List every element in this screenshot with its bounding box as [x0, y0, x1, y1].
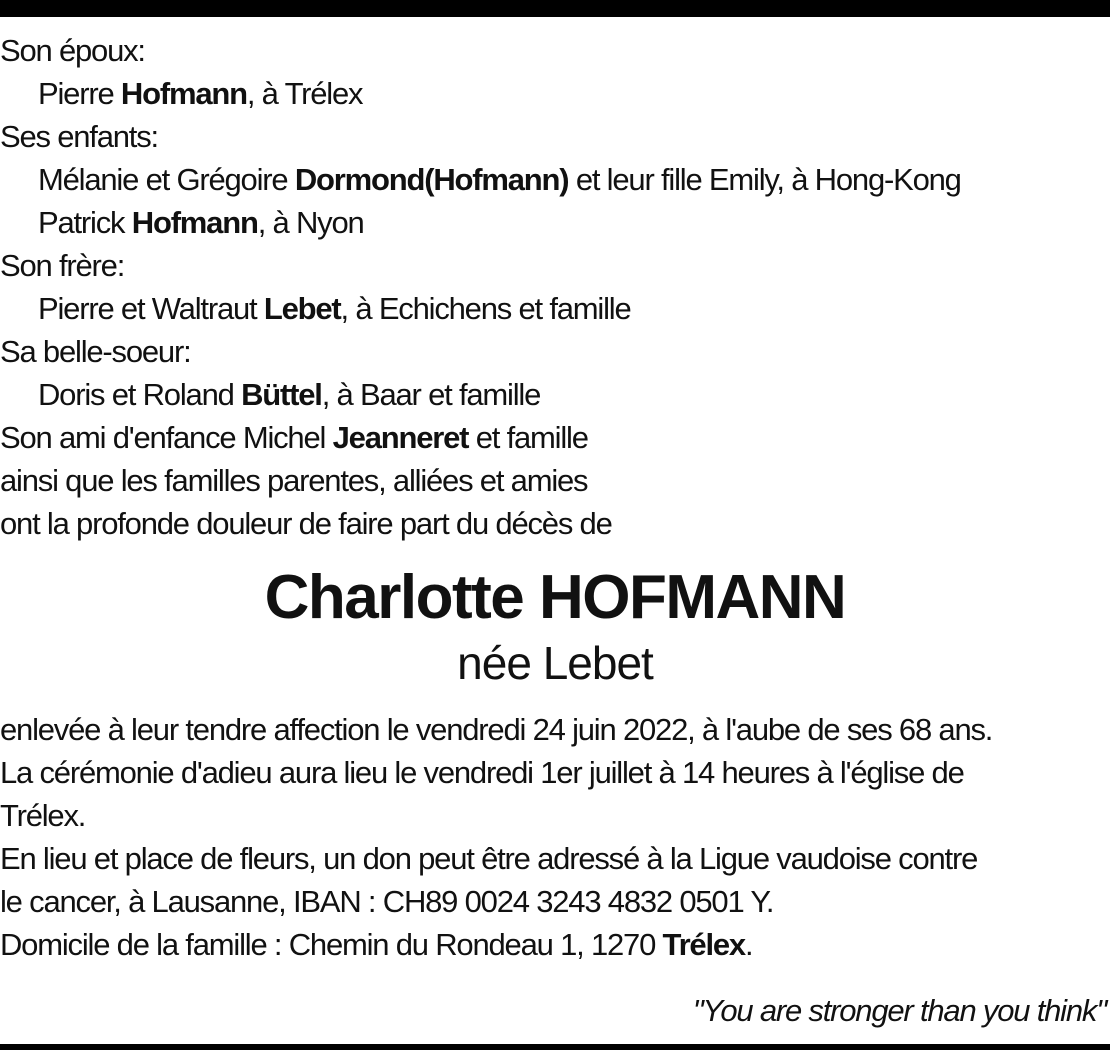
- friend-intro: Son ami d'enfance Michel: [0, 420, 333, 455]
- child-details: , à Nyon: [257, 205, 364, 240]
- ceremony-line: La cérémonie d'adieu aura lieu le vendredi 1er juillet à 14 heures à l'église de: [0, 755, 964, 790]
- spouse-heading: Son époux:: [0, 33, 145, 68]
- domicile-town: Trélex: [662, 927, 745, 962]
- donation-line: En lieu et place de fleurs, un don peut être adressé à la Ligue vaudoise contre: [0, 841, 978, 876]
- friend-surname: Jeanneret: [332, 420, 469, 455]
- death-date-line: enlevée à leur tendre affection le vendredi 24 juin 2022, à l'aube de ses 68 ans.: [0, 712, 993, 747]
- sister-in-law-entry: [0, 373, 1110, 416]
- child-entry: [0, 158, 1110, 201]
- children-heading: Ses enfants:: [0, 119, 158, 154]
- domicile-address: Domicile de la famille : Chemin du Rondeau 1, 1270: [0, 927, 663, 962]
- top-border-rule: [0, 0, 1110, 17]
- sister-in-law-details: , à Baar et famille: [321, 377, 541, 412]
- motto-quote: "You are stronger than you think": [692, 993, 1106, 1028]
- sister-in-law-heading: Sa belle-soeur:: [0, 334, 191, 369]
- child-details: et leur fille Emily, à Hong-Kong: [568, 162, 961, 197]
- ceremony-line-continued: Trélex.: [0, 798, 86, 833]
- brother-surname: Lebet: [263, 291, 341, 326]
- friend-entry: [0, 416, 1110, 459]
- child-surname: Dormond(Hofmann): [294, 162, 569, 197]
- domicile-period: .: [744, 927, 753, 962]
- friend-details: et famille: [468, 420, 588, 455]
- deceased-name: Charlotte HOFMANN: [264, 563, 846, 632]
- donation-line-continued: le cancer, à Lausanne, IBAN : CH89 0024 3243 4832 0501 Y.: [0, 884, 774, 919]
- announcement-line: ont la profonde douleur de faire part du décès de: [0, 506, 612, 541]
- families-line: ainsi que les familles parentes, alliées et amies: [0, 463, 588, 498]
- brother-details: , à Echichens et famille: [340, 291, 631, 326]
- sister-in-law-surname: Büttel: [241, 377, 322, 412]
- spouse-entry: [0, 72, 1110, 115]
- brother-entry: [0, 287, 1110, 330]
- death-notice: [0, 29, 1110, 966]
- spouse-first-name: Pierre: [38, 76, 121, 111]
- child-first-names: Mélanie et Grégoire: [38, 162, 295, 197]
- child-surname: Hofmann: [131, 205, 258, 240]
- brother-first-names: Pierre et Waltraut: [38, 291, 264, 326]
- brother-heading: Son frère:: [0, 248, 125, 283]
- domicile-line: [0, 923, 1110, 966]
- child-first-names: Patrick: [38, 205, 132, 240]
- child-entry: [0, 201, 1110, 244]
- spouse-location: , à Trélex: [246, 76, 363, 111]
- spouse-surname: Hofmann: [120, 76, 247, 111]
- bottom-border-rule: [0, 1044, 1110, 1050]
- deceased-maiden-name: née Lebet: [457, 637, 653, 689]
- sister-in-law-first-names: Doris et Roland: [38, 377, 242, 412]
